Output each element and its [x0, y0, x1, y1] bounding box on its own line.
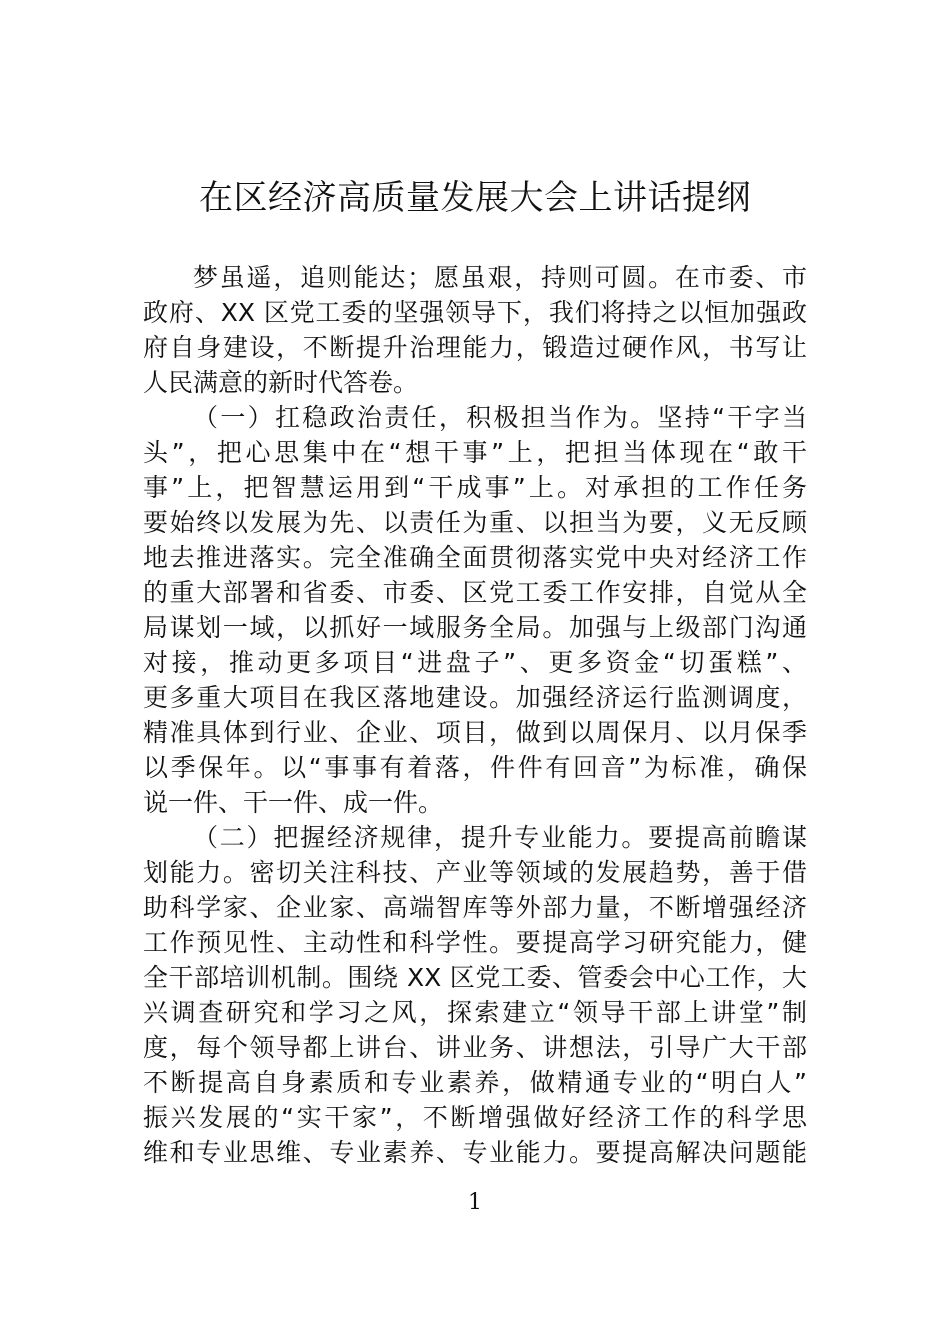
paragraph-intro [143, 260, 807, 400]
text-line: （二）把握经济规律，提升专业能力。要提高前瞻谋 [193, 823, 807, 852]
paragraph-section-2 [143, 820, 807, 1170]
text-line: 不断提高自身素质和专业素养，做精通专业的“明白人” [143, 1068, 807, 1097]
text-line: 助科学家、企业家、高端智库等外部力量，不断增强经济 [143, 893, 807, 922]
document-title: 在区经济高质量发展大会上讲话提纲 [199, 178, 751, 218]
text-line: 更多重大项目在我区落地建设。加强经济运行监测调度， [143, 683, 807, 712]
text-line: 事”上，把智慧运用到“干成事”上。对承担的工作任务 [143, 473, 807, 502]
text-line: 以季保年。以“事事有着落，件件有回音”为标准，确保 [143, 753, 807, 782]
text-line: 兴调查研究和学习之风，探索建立“领导干部上讲堂”制 [143, 998, 807, 1027]
text-line: 精准具体到行业、企业、项目，做到以周保月、以月保季 [143, 718, 807, 747]
text-line: 的重大部署和省委、市委、区党工委工作安排，自觉从全 [143, 578, 807, 607]
text-line: 维和专业思维、专业素养、专业能力。要提高解决问题能 [143, 1138, 807, 1167]
paragraph-section-1 [143, 400, 807, 820]
text-line: 头”，把心思集中在“想干事”上，把担当体现在“敢干 [143, 438, 807, 467]
text-line: 局谋划一域，以抓好一域服务全局。加强与上级部门沟通 [143, 613, 807, 642]
text-line: 人民满意的新时代答卷。 [143, 368, 419, 397]
page-number: 1 [468, 1190, 482, 1215]
text-line: 工作预见性、主动性和科学性。要提高学习研究能力，健 [143, 928, 807, 957]
text-line: 梦虽遥，追则能达；愿虽艰，持则可圆。在市委、市 [193, 263, 807, 292]
document-body [143, 260, 807, 1170]
text-line: 全干部培训机制。围绕 XX 区党工委、管委会中心工作，大 [143, 963, 807, 992]
text-line: 划能力。密切关注科技、产业等领域的发展趋势，善于借 [143, 858, 807, 887]
text-line: 对接，推动更多项目“进盘子”、更多资金“切蛋糕”、 [143, 648, 807, 677]
text-line: 要始终以发展为先、以责任为重、以担当为要，义无反顾 [143, 508, 807, 537]
text-line: 度，每个领导都上讲台、讲业务、讲想法，引导广大干部 [143, 1033, 807, 1062]
text-line: 说一件、干一件、成一件。 [143, 788, 444, 817]
text-line: 振兴发展的“实干家”，不断增强做好经济工作的科学思 [143, 1103, 807, 1132]
text-line: （一）扛稳政治责任，积极担当作为。坚持“干字当 [193, 403, 807, 432]
text-line: 府自身建设，不断提升治理能力，锻造过硬作风，书写让 [143, 333, 807, 362]
text-line: 政府、XX 区党工委的坚强领导下，我们将持之以恒加强政 [143, 298, 807, 327]
text-line: 地去推进落实。完全准确全面贯彻落实党中央对经济工作 [143, 543, 807, 572]
